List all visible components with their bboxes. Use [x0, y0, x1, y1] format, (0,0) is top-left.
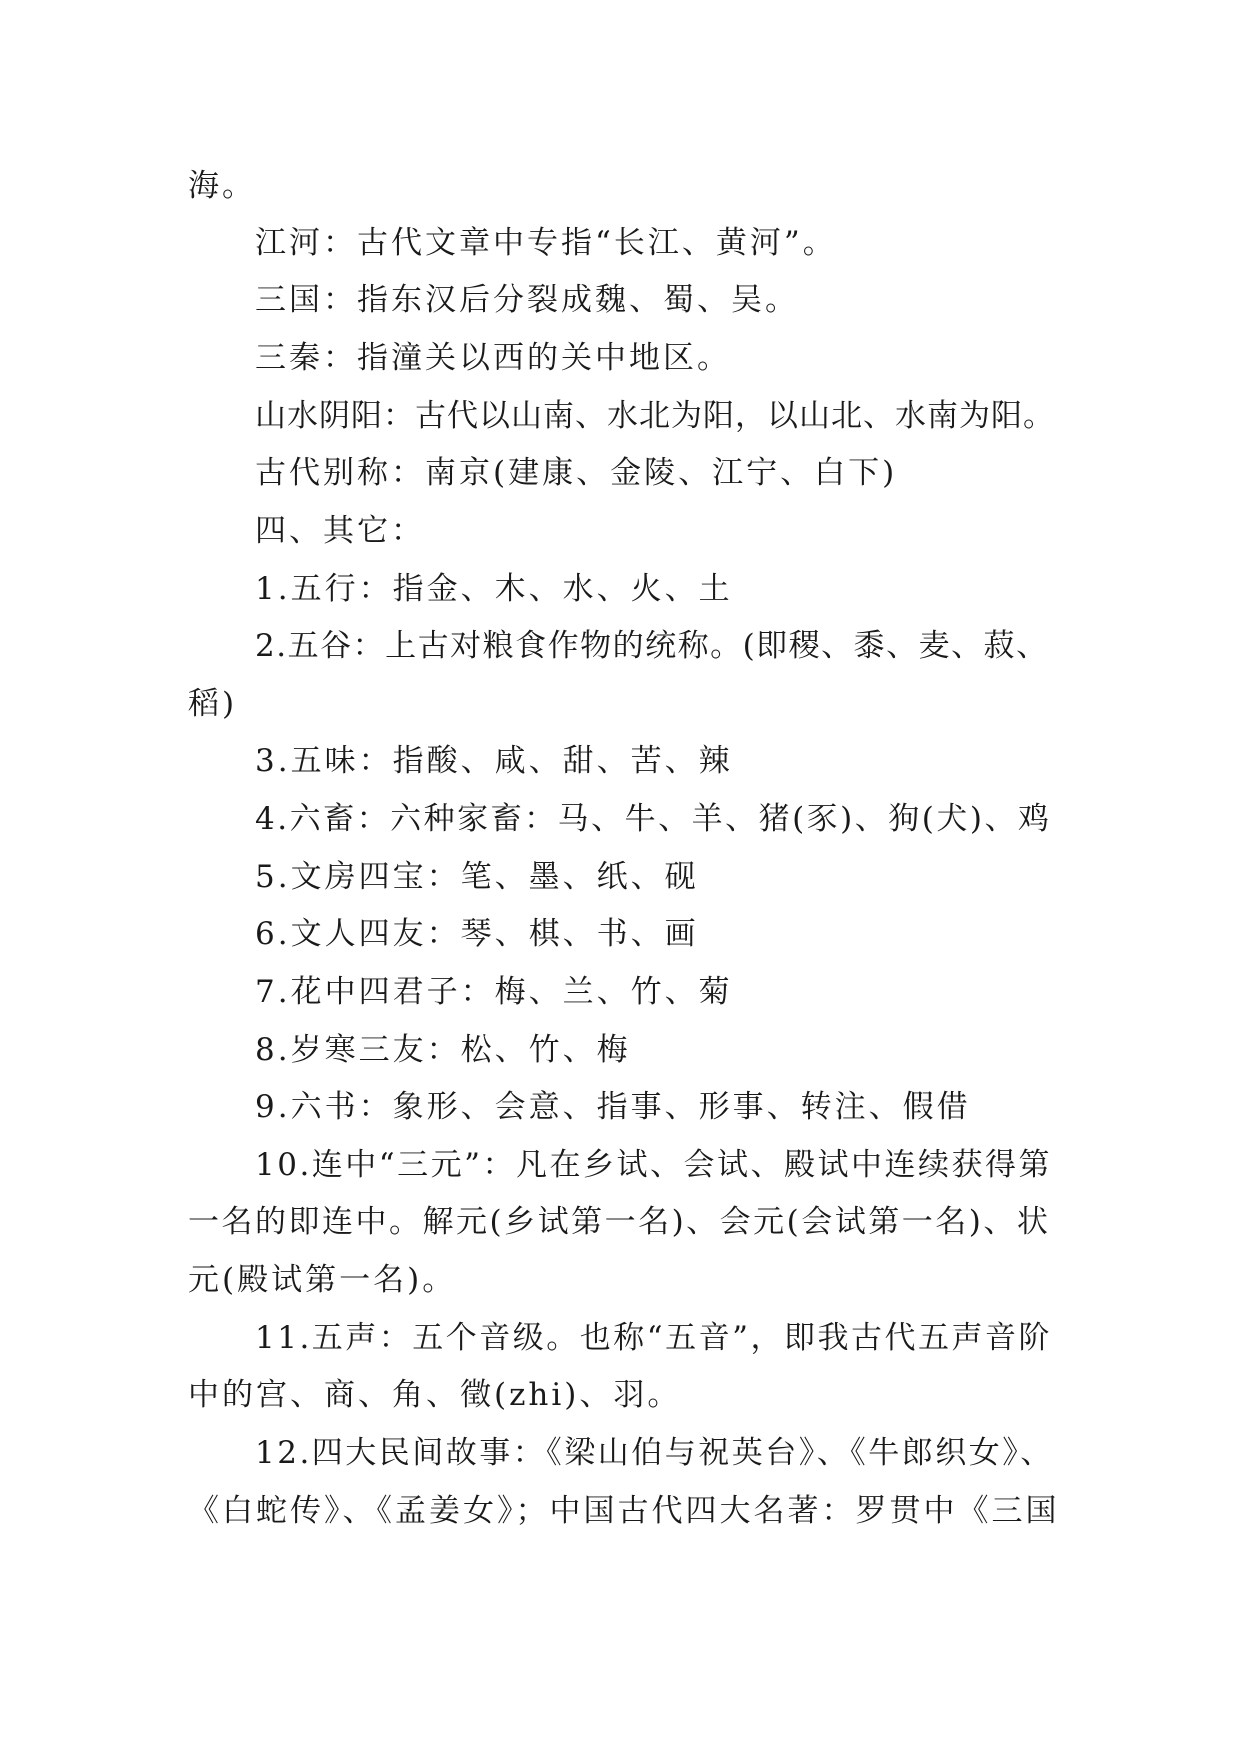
- text-line: 稻): [188, 686, 238, 722]
- text-line: 元(殿试第一名)。: [188, 1262, 457, 1298]
- text-line: 11.五声：五个音级。也称“五音”，即我古代五声音阶: [255, 1320, 1052, 1356]
- text-line: 8.岁寒三友：松、竹、梅: [255, 1032, 631, 1068]
- text-line: 江河：古代文章中专指“长江、黄河”。: [255, 225, 837, 261]
- text-line: 3.五味：指酸、咸、甜、苦、辣: [255, 743, 733, 779]
- text-line: 山水阴阳：古代以山南、水北为阳，以山北、水南为阳。: [255, 398, 1055, 434]
- text-line: 12.四大民间故事：《梁山伯与祝英台》、《牛郎织女》、: [255, 1435, 1054, 1471]
- text-line: 中的宫、商、角、徵(zhi)、羽。: [188, 1377, 682, 1413]
- text-line: 2.五谷：上古对粮食作物的统称。(即稷、黍、麦、菽、: [255, 628, 1049, 664]
- text-line: 一名的即连中。解元(乡试第一名)、会元(会试第一名)、状: [188, 1204, 1051, 1240]
- text-line: 10.连中“三元”：凡在乡试、会试、殿试中连续获得第: [255, 1147, 1052, 1183]
- text-line: 四、其它：: [255, 513, 425, 549]
- text-line: 海。: [188, 168, 256, 204]
- text-line: 5.文房四宝：笔、墨、纸、砚: [255, 859, 699, 895]
- text-line: 三秦：指潼关以西的关中地区。: [255, 340, 731, 376]
- text-line: 三国：指东汉后分裂成魏、蜀、吴。: [255, 282, 799, 318]
- text-line: 4.六畜：六种家畜：马、牛、羊、猪(豕)、狗(犬)、鸡: [255, 801, 1052, 837]
- text-line: 1.五行：指金、木、水、火、土: [255, 571, 733, 607]
- text-line: 9.六书：象形、会意、指事、形事、转注、假借: [255, 1089, 971, 1125]
- text-line: 《白蛇传》、《孟姜女》；中国古代四大名著：罗贯中《三国: [188, 1493, 1060, 1529]
- text-line: 古代别称：南京(建康、金陵、江宁、白下): [255, 455, 898, 491]
- text-line: 7.花中四君子：梅、兰、竹、菊: [255, 974, 733, 1010]
- text-line: 6.文人四友：琴、棋、书、画: [255, 916, 699, 952]
